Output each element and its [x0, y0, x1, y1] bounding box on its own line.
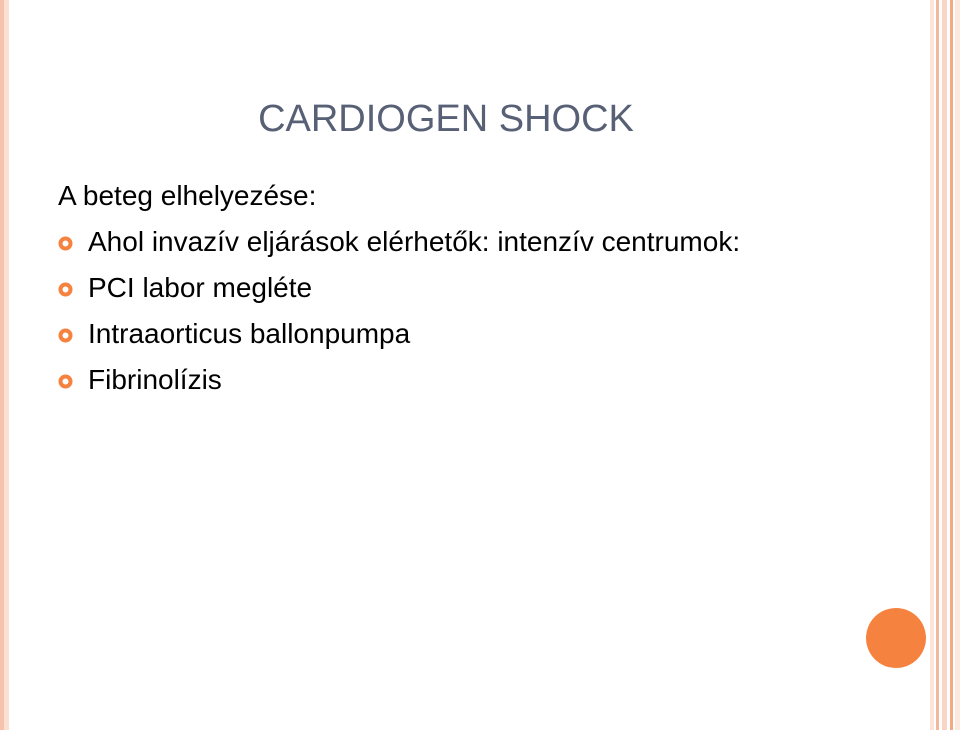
intro-text: A beteg elhelyezése: — [58, 180, 317, 211]
list-item — [58, 314, 778, 354]
hollow-circle-bullet-icon — [58, 374, 73, 389]
list-item — [58, 268, 778, 308]
bullet-text: Fibrinolízis — [88, 364, 222, 395]
list-item — [58, 360, 778, 400]
hollow-circle-bullet-icon — [58, 282, 73, 297]
hollow-circle-bullet-icon — [58, 236, 73, 251]
right-decorative-stripes — [930, 0, 960, 730]
bullet-text: PCI labor megléte — [88, 272, 313, 303]
bullet-text: Ahol invazív eljárások elérhetők: intenzív centrumok: — [88, 226, 741, 257]
bullet-text: Intraaorticus ballonpumpa — [88, 318, 411, 349]
hollow-circle-bullet-icon — [58, 328, 73, 343]
bullet-list — [58, 222, 778, 406]
slide-title: CARDIOGEN SHOCK — [258, 98, 634, 140]
decorative-orange-circle — [866, 608, 926, 668]
list-item — [58, 222, 778, 262]
